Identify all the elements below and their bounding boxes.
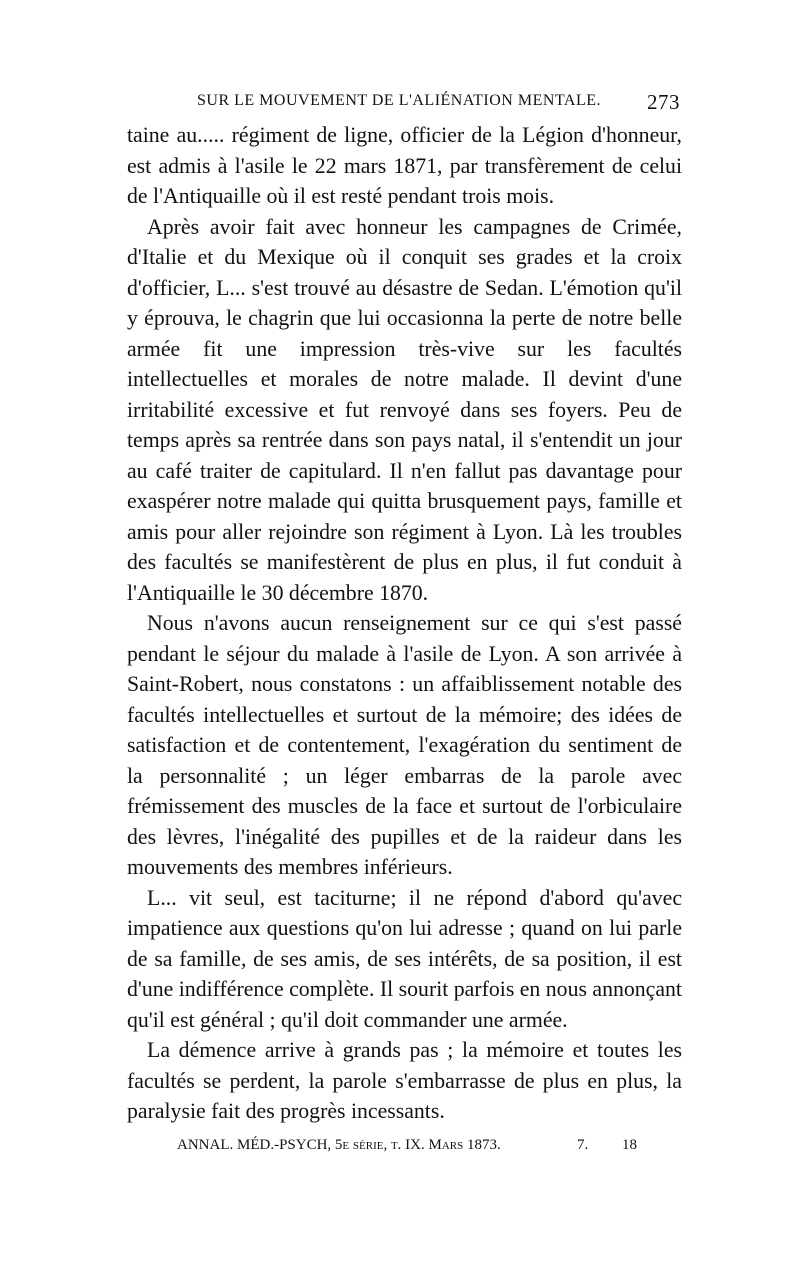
signature-mark: 7. (577, 1136, 589, 1153)
body-text (127, 120, 682, 1127)
running-head (127, 90, 682, 116)
journal-reference: ANNAL. MÉD.-PSYCH, 5e série, t. IX. Mars 1873. (177, 1136, 501, 1153)
paragraph: Après avoir fait avec honneur les campagnes de Crimée, d'Italie et du Mexique où il conquit ses grades et la croix d'officier, L... s'est trouvé au désastre de Sedan. L'émotion qu'il y éprouva, le chagrin que lui occasionna la perte de notre belle armée fit une impression très-vive sur les facultés intellectuelles et morales de notre malade. Il devint d'une irritabilité excessive et fut renvoyé dans ses foyers. Peu de temps après sa rentrée dans son pays natal, il s'entendit un jour au café traiter de capitulard. Il n'en fallut pas davantage pour exaspérer notre malade qui quitta brusquement pays, famille et amis pour aller rejoindre son régiment à Lyon. Là les troubles des facultés se manifestèrent de plus en plus, il fut conduit à l'Antiquaille le 30 décembre 1870. (127, 214, 682, 605)
signature-mark: 18 (622, 1136, 637, 1153)
running-title: SUR LE MOUVEMENT DE L'ALIÉNATION MENTALE. (197, 92, 601, 109)
book-page (127, 90, 682, 1159)
page-footer (127, 1133, 682, 1159)
paragraph: Nous n'avons aucun renseignement sur ce qui s'est passé pendant le séjour du malade à l'asile de Lyon. A son arrivée à Saint-Robert, nous constatons : un affaiblissement notable des facultés intellectuelles et surtout de la mémoire; des idées de satisfaction et de contentement, l'exagération du sentiment de la personnalité ; un léger embarras de la parole avec frémissement des muscles de la face et surtout de l'orbiculaire des lèvres, l'inégalité des pupilles et de la raideur dans les mouvements des membres inférieurs. (127, 611, 682, 879)
paragraph: L... vit seul, est taciturne; il ne répond d'abord qu'avec impatience aux questions qu'on lui adresse ; quand on lui parle de sa famille, de ses amis, de ses intérêts, de sa position, il est d'une indifférence complète. Il sourit parfois en nous annonçant qu'il est général ; qu'il doit commander une armée. (127, 885, 682, 1032)
paragraph: La démence arrive à grands pas ; la mémoire et toutes les facultés se perdent, la parole s'embarrasse de plus en plus, la paralysie fait des progrès incessants. (127, 1038, 682, 1123)
paragraph: taine au..... régiment de ligne, officier de la Légion d'honneur, est admis à l'asile le 22 mars 1871, par transfèrement de celui de l'Antiquaille où il est resté pendant trois mois. (127, 123, 682, 208)
page-number: 273 (647, 90, 680, 114)
